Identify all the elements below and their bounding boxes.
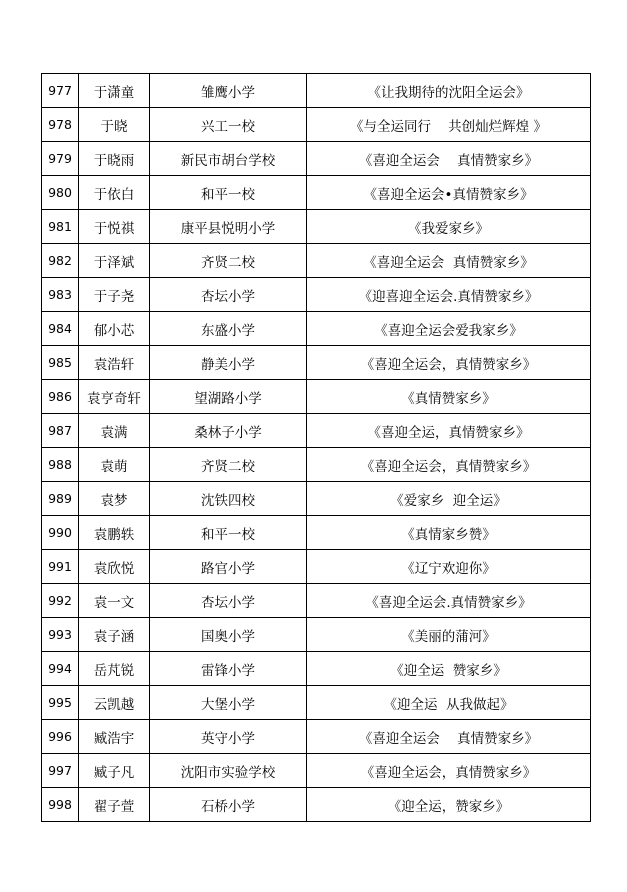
table-row bbox=[42, 618, 591, 652]
student-name-cell: 于潇童 bbox=[79, 74, 150, 108]
work-title-cell: 《喜迎全运会，真情赞家乡》 bbox=[307, 448, 591, 482]
entry-number-cell: 980 bbox=[42, 176, 79, 210]
school-cell: 桑林子小学 bbox=[150, 414, 307, 448]
student-name-cell: 袁梦 bbox=[79, 482, 150, 516]
student-name-cell: 袁一文 bbox=[79, 584, 150, 618]
school-cell: 杏坛小学 bbox=[150, 278, 307, 312]
table-row bbox=[42, 788, 591, 822]
entry-number-cell: 986 bbox=[42, 380, 79, 414]
table-row bbox=[42, 516, 591, 550]
table-row bbox=[42, 312, 591, 346]
table-row bbox=[42, 584, 591, 618]
table-row bbox=[42, 414, 591, 448]
school-cell: 雏鹰小学 bbox=[150, 74, 307, 108]
student-name-cell: 袁亨奇轩 bbox=[79, 380, 150, 414]
work-title-cell: 《喜迎全运会.真情赞家乡》 bbox=[307, 584, 591, 618]
table-row bbox=[42, 754, 591, 788]
student-name-cell: 袁鹏轶 bbox=[79, 516, 150, 550]
student-name-cell: 臧浩宇 bbox=[79, 720, 150, 754]
work-title-cell: 《喜迎全运会，真情赞家乡》 bbox=[307, 346, 591, 380]
entry-number-cell: 994 bbox=[42, 652, 79, 686]
school-cell: 雷锋小学 bbox=[150, 652, 307, 686]
student-name-cell: 袁满 bbox=[79, 414, 150, 448]
work-title-cell: 《喜迎全运会爱我家乡》 bbox=[307, 312, 591, 346]
entry-number-cell: 997 bbox=[42, 754, 79, 788]
student-name-cell: 郁小芯 bbox=[79, 312, 150, 346]
work-title-cell: 《喜迎全运会 真情赞家乡》 bbox=[307, 142, 591, 176]
school-cell: 静美小学 bbox=[150, 346, 307, 380]
entry-number-cell: 991 bbox=[42, 550, 79, 584]
student-name-cell: 袁浩轩 bbox=[79, 346, 150, 380]
work-title-cell: 《真情赞家乡》 bbox=[307, 380, 591, 414]
student-name-cell: 袁欣悦 bbox=[79, 550, 150, 584]
student-name-cell: 袁萌 bbox=[79, 448, 150, 482]
student-name-cell: 于依白 bbox=[79, 176, 150, 210]
school-cell: 大堡小学 bbox=[150, 686, 307, 720]
school-cell: 康平县悦明小学 bbox=[150, 210, 307, 244]
work-title-cell: 《与全运同行 共创灿烂辉煌 》 bbox=[307, 108, 591, 142]
table-row bbox=[42, 720, 591, 754]
student-name-cell: 臧子凡 bbox=[79, 754, 150, 788]
table-row bbox=[42, 74, 591, 108]
school-cell: 新民市胡台学校 bbox=[150, 142, 307, 176]
entry-number-cell: 981 bbox=[42, 210, 79, 244]
school-cell: 兴工一校 bbox=[150, 108, 307, 142]
table-row bbox=[42, 176, 591, 210]
entry-number-cell: 989 bbox=[42, 482, 79, 516]
school-cell: 和平一校 bbox=[150, 176, 307, 210]
student-name-cell: 于晓 bbox=[79, 108, 150, 142]
entry-number-cell: 983 bbox=[42, 278, 79, 312]
school-cell: 国奥小学 bbox=[150, 618, 307, 652]
work-title-cell: 《迎全运，赞家乡》 bbox=[307, 788, 591, 822]
school-cell: 齐贤二校 bbox=[150, 244, 307, 278]
school-cell: 东盛小学 bbox=[150, 312, 307, 346]
work-title-cell: 《真情家乡赞》 bbox=[307, 516, 591, 550]
table-row bbox=[42, 278, 591, 312]
table-row bbox=[42, 686, 591, 720]
entry-number-cell: 977 bbox=[42, 74, 79, 108]
school-cell: 和平一校 bbox=[150, 516, 307, 550]
school-cell: 沈铁四校 bbox=[150, 482, 307, 516]
student-name-cell: 岳芃锐 bbox=[79, 652, 150, 686]
entry-number-cell: 988 bbox=[42, 448, 79, 482]
work-title-cell: 《辽宁欢迎你》 bbox=[307, 550, 591, 584]
table-row bbox=[42, 482, 591, 516]
entry-number-cell: 984 bbox=[42, 312, 79, 346]
entry-number-cell: 993 bbox=[42, 618, 79, 652]
work-title-cell: 《迎全运 从我做起》 bbox=[307, 686, 591, 720]
entry-number-cell: 996 bbox=[42, 720, 79, 754]
work-title-cell: 《美丽的蒲河》 bbox=[307, 618, 591, 652]
student-name-cell: 于子尧 bbox=[79, 278, 150, 312]
entry-number-cell: 995 bbox=[42, 686, 79, 720]
table-row bbox=[42, 550, 591, 584]
student-name-cell: 于泽斌 bbox=[79, 244, 150, 278]
school-cell: 沈阳市实验学校 bbox=[150, 754, 307, 788]
school-cell: 石桥小学 bbox=[150, 788, 307, 822]
entry-number-cell: 998 bbox=[42, 788, 79, 822]
school-cell: 齐贤二校 bbox=[150, 448, 307, 482]
work-title-cell: 《让我期待的沈阳全运会》 bbox=[307, 74, 591, 108]
table-row bbox=[42, 380, 591, 414]
school-cell: 路官小学 bbox=[150, 550, 307, 584]
work-title-cell: 《喜迎全运会，真情赞家乡》 bbox=[307, 754, 591, 788]
student-name-cell: 于悦祺 bbox=[79, 210, 150, 244]
roster-table bbox=[41, 73, 591, 822]
work-title-cell: 《迎喜迎全运会.真情赞家乡》 bbox=[307, 278, 591, 312]
student-name-cell: 袁子涵 bbox=[79, 618, 150, 652]
student-name-cell: 于晓雨 bbox=[79, 142, 150, 176]
school-cell: 英守小学 bbox=[150, 720, 307, 754]
entry-number-cell: 982 bbox=[42, 244, 79, 278]
work-title-cell: 《迎全运 赞家乡》 bbox=[307, 652, 591, 686]
school-cell: 杏坛小学 bbox=[150, 584, 307, 618]
table-row bbox=[42, 244, 591, 278]
table-row bbox=[42, 142, 591, 176]
student-name-cell: 翟子萱 bbox=[79, 788, 150, 822]
table-row bbox=[42, 346, 591, 380]
work-title-cell: 《喜迎全运会 真情赞家乡》 bbox=[307, 720, 591, 754]
roster-table-body bbox=[42, 74, 591, 822]
entry-number-cell: 992 bbox=[42, 584, 79, 618]
entry-number-cell: 978 bbox=[42, 108, 79, 142]
table-row bbox=[42, 652, 591, 686]
entry-number-cell: 990 bbox=[42, 516, 79, 550]
school-cell: 望湖路小学 bbox=[150, 380, 307, 414]
work-title-cell: 《喜迎全运会 真情赞家乡》 bbox=[307, 244, 591, 278]
student-name-cell: 云凯越 bbox=[79, 686, 150, 720]
work-title-cell: 《爱家乡 迎全运》 bbox=[307, 482, 591, 516]
entry-number-cell: 987 bbox=[42, 414, 79, 448]
table-row bbox=[42, 108, 591, 142]
entry-number-cell: 985 bbox=[42, 346, 79, 380]
entry-number-cell: 979 bbox=[42, 142, 79, 176]
table-row bbox=[42, 210, 591, 244]
table-row bbox=[42, 448, 591, 482]
work-title-cell: 《我爱家乡》 bbox=[307, 210, 591, 244]
work-title-cell: 《喜迎全运，真情赞家乡》 bbox=[307, 414, 591, 448]
work-title-cell: 《喜迎全运会•真情赞家乡》 bbox=[307, 176, 591, 210]
